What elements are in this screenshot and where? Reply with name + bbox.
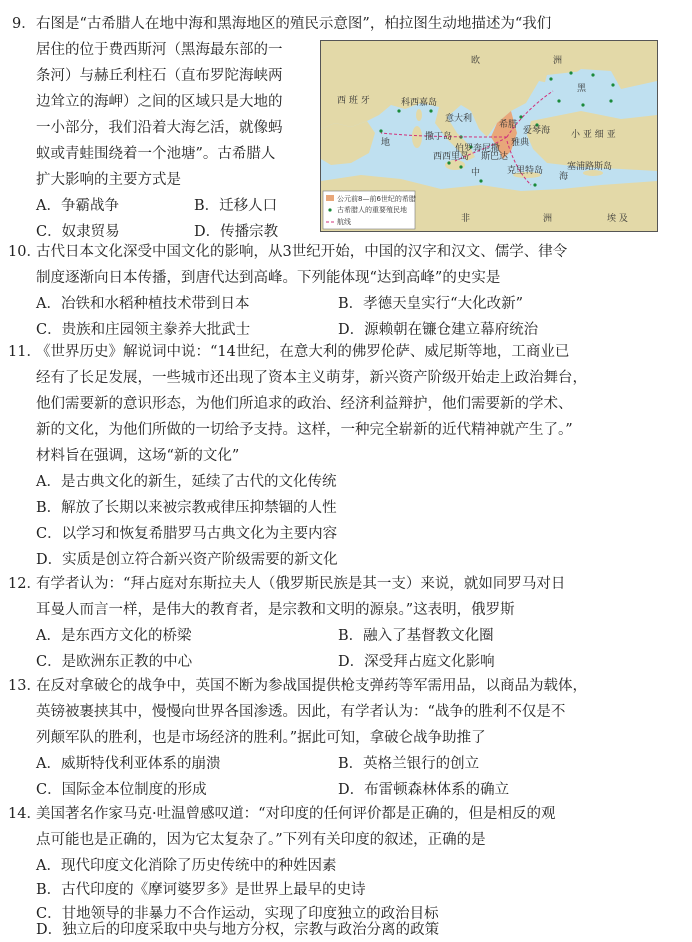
map-label: 中 — [471, 168, 481, 178]
map-label: 欧 — [471, 56, 481, 66]
question-14 — [8, 802, 684, 942]
legend-label: 公元前8—前6世纪的希腊 — [337, 195, 416, 203]
option-d[interactable]: D．独立后的印度采取中央与地方分权，宗教与政治分离的政策 — [36, 922, 440, 938]
map-label: 地 — [381, 138, 391, 148]
question-text-line: 居住的位于费西斯河（黑海最东部的一 — [36, 42, 283, 58]
option-b[interactable]: B．解放了长期以来被宗教戒律压抑禁锢的人性 — [36, 500, 337, 516]
map-label: 洲 — [553, 56, 563, 66]
question-text-line: 《世界历史》解说词中说：“14世纪，在意大利的佛罗伦萨、威尼斯等地，工商业已 — [36, 344, 570, 360]
question-number: 12． — [8, 576, 41, 592]
question-text-line: 蚁或青蛙围绕着一个池塘”。古希腊人 — [36, 146, 276, 162]
question-text-line: 经有了长足发展，一些城市还出现了资本主义萌芽，新兴资产阶级开始走上政治舞台， — [36, 370, 587, 386]
question-13 — [8, 674, 684, 802]
question-text-line: 他们需要新的意识形态，为他们所追求的政治、经济利益辩护，他们需要新的学术、 — [36, 396, 573, 412]
option-a[interactable]: A．现代印度文化消除了历史传统中的种姓因素 — [36, 858, 337, 874]
question-number: 14． — [8, 806, 41, 822]
legend-label: 航线 — [337, 218, 351, 226]
option-d[interactable]: D．传播宗教 — [194, 224, 279, 240]
option-b[interactable]: B．迁移人口 — [194, 198, 278, 214]
question-text-line: 有学者认为：“拜占庭对东斯拉夫人（俄罗斯民族是其一支）来说，就如同罗马对日 — [36, 576, 566, 592]
question-number: 13． — [8, 678, 41, 694]
question-text-line: 在反对拿破仑的战争中，英国不断为参战国提供枪支弹药等军需用品，以商品为载体， — [36, 678, 587, 694]
option-a[interactable]: A．冶铁和水稻种植技术带到日本 — [36, 296, 250, 312]
map-label: 洲 — [543, 214, 553, 224]
option-c[interactable]: C．是欧洲东正教的中心 — [36, 654, 193, 670]
option-b[interactable]: B．英格兰银行的创立 — [338, 756, 480, 772]
map-label: 埃 及 — [607, 214, 628, 224]
question-11 — [8, 340, 684, 570]
question-text-line: 一小部分，我们沿着大海乞活，就像蚂 — [36, 120, 283, 136]
map-label: 希腊 — [499, 120, 518, 130]
option-c[interactable]: C．以学习和恢复希腊罗马古典文化为主要内容 — [36, 526, 338, 542]
map-label: 雅典 — [511, 138, 530, 148]
map-label: 伯罗奔尼撒 — [455, 144, 501, 154]
option-c[interactable]: C．甘地领导的非暴力不合作运动，实现了印度独立的政治目标 — [36, 906, 439, 922]
option-d[interactable]: D．布雷顿森林体系的确立 — [338, 782, 510, 798]
option-d[interactable]: D．深受拜占庭文化影响 — [338, 654, 495, 670]
option-b[interactable]: B．古代印度的《摩诃婆罗多》是世界上最早的史诗 — [36, 882, 366, 898]
map-label: 克里特岛 — [507, 166, 544, 176]
map-label: 西西里岛 — [433, 152, 470, 162]
option-a[interactable]: A．是东西方文化的桥梁 — [36, 628, 192, 644]
question-text-line: 耳曼人而言一样，是伟大的教育者，是宗教和文明的源泉。”这表明，俄罗斯 — [36, 602, 515, 618]
map-label: 非 — [461, 214, 471, 224]
question-text-line: 美国著名作家马克·吐温曾感叹道：“对印度的任何评价都是正确的，但是相反的观 — [36, 806, 556, 822]
question-text-line: 扩大影响的主要方式是 — [36, 172, 181, 188]
legend-swatch-greece — [326, 195, 334, 201]
map-label: 塞浦路斯岛 — [567, 162, 613, 172]
map-label: 科西嘉岛 — [401, 98, 438, 108]
option-b[interactable]: B．孝德天皇实行“大化改新” — [338, 296, 523, 312]
legend-label: 古希腊人的重要殖民地 — [337, 206, 407, 214]
question-10 — [8, 240, 684, 340]
question-text-line: 制度逐渐向日本传播，到唐代达到高峰。下列能体现“达到高峰”的史实是 — [36, 270, 501, 286]
question-text-line: 条河）与赫丘利柱石（直布罗陀海峡两 — [36, 68, 283, 84]
map-label: 爱琴海 — [523, 126, 551, 136]
map-label: 黑 — [577, 84, 587, 94]
question-text-line: 列颠军队的胜利，也是市场经济的胜利。”据此可知，拿破仑战争助推了 — [36, 730, 486, 746]
greek-colonization-map — [320, 40, 658, 232]
question-text-line: 右图是“古希腊人在地中海和黑海地区的殖民示意图”，柏拉图生动地描述为“我们 — [36, 16, 552, 32]
map-label: 小 亚 细 亚 — [571, 130, 616, 140]
map-label: 撒丁岛 — [425, 132, 453, 142]
question-text-line: 英镑被裹挟其中，慢慢向世界各国渗透。因此，有学者认为：“战争的胜利不仅是不 — [36, 704, 566, 720]
option-c[interactable]: C．贵族和庄园领主豢养大批武士 — [36, 322, 251, 338]
question-number: 11． — [8, 344, 41, 360]
map-label: 斯巴达 — [481, 152, 509, 162]
question-text-line: 材料旨在强调，这场“新的文化” — [36, 448, 240, 464]
question-12 — [8, 572, 684, 672]
option-a[interactable]: A．威斯特伐利亚体系的崩溃 — [36, 756, 221, 772]
map-label: 意大利 — [445, 114, 473, 124]
map-label: 海 — [559, 172, 569, 182]
question-text-line: 古代日本文化深受中国文化的影响，从3世纪开始，中国的汉字和汉文、儒学、律令 — [36, 244, 568, 260]
option-b[interactable]: B．融入了基督教文化圈 — [338, 628, 494, 644]
option-a[interactable]: A．是古典文化的新生，延续了古代的文化传统 — [36, 474, 337, 490]
question-text-line: 新的文化，为他们所做的一切给予支持。这样，一种完全崭新的近代精神就产生了。” — [36, 422, 573, 438]
question-number: 9． — [12, 16, 36, 32]
map-label: 西 班 牙 — [337, 96, 370, 106]
option-c[interactable]: C．国际金本位制度的形成 — [36, 782, 207, 798]
option-d[interactable]: D．实质是创立符合新兴资产阶级需要的新文化 — [36, 552, 338, 568]
option-d[interactable]: D．源赖朝在镰仓建立幕府统治 — [338, 322, 539, 338]
option-a[interactable]: A．争霸战争 — [36, 198, 119, 214]
map-drawing — [321, 41, 657, 231]
legend-swatch-colony — [328, 208, 331, 211]
question-text-line: 边耸立的海岬）之间的区域只是大地的 — [36, 94, 283, 110]
option-c[interactable]: C．奴隶贸易 — [36, 224, 120, 240]
question-number: 10． — [8, 244, 41, 260]
question-text-line: 点可能也是正确的，因为它太复杂了。”下列有关印度的叙述，正确的是 — [36, 832, 486, 848]
